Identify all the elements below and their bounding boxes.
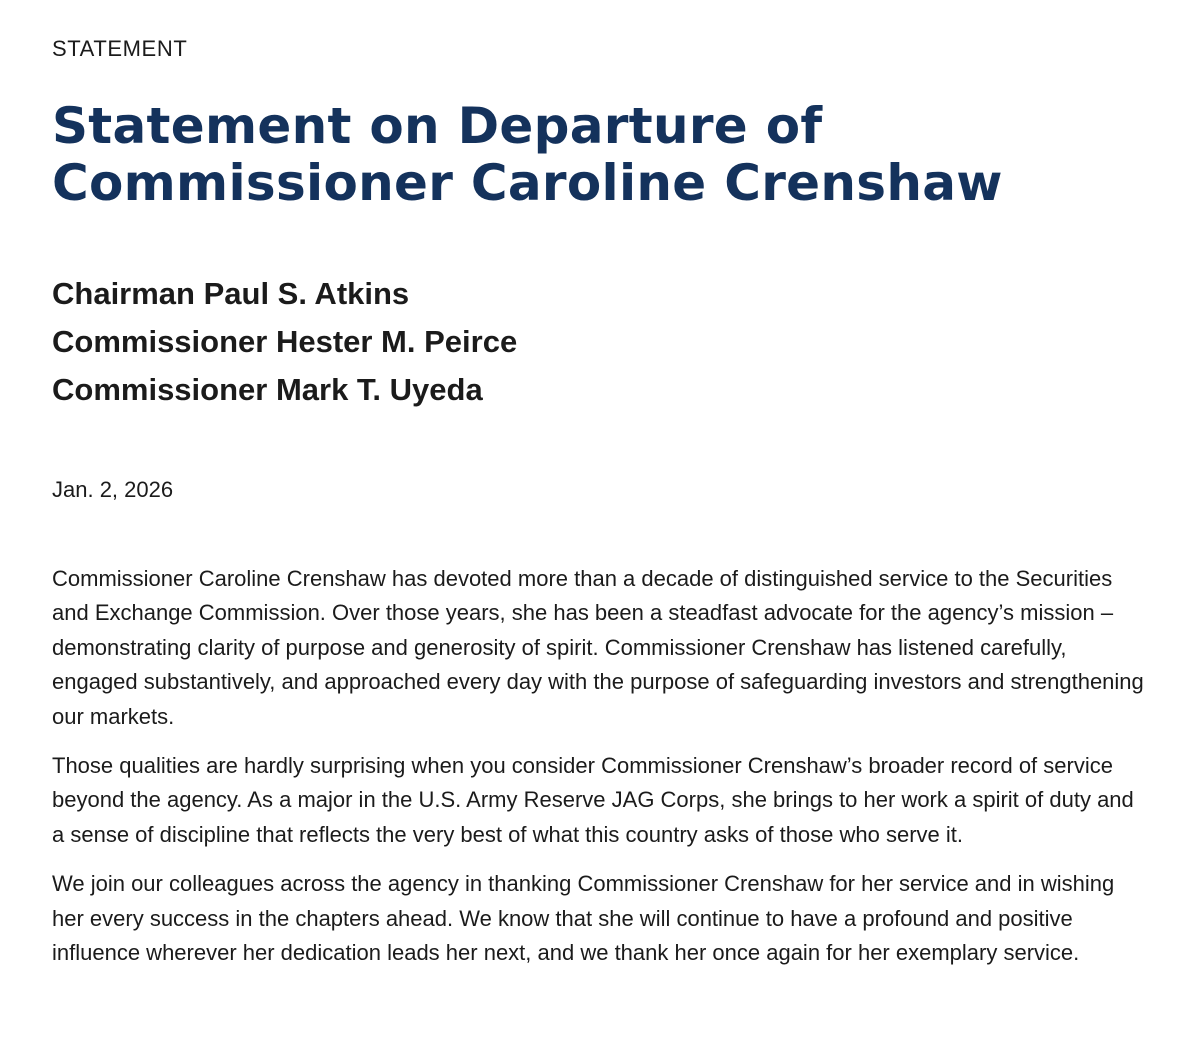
page-title-line-1: Statement on Departure of — [52, 97, 823, 155]
author-list — [52, 270, 1148, 414]
author-chairman-atkins: Chairman Paul S. Atkins — [52, 276, 410, 311]
author-commissioner-peirce: Commissioner Hester M. Peirce — [52, 324, 518, 359]
statement-paragraph-3: We join our colleagues across the agency in thanking Commissioner Crenshaw for her service and in wishing her every success in the chapters ahead. We know that she will continue to have a profound and positive influence wherever her dedication leads her next, and we thank her once again for her exemplary service. — [52, 871, 1115, 966]
statement-body — [52, 562, 1148, 970]
author-commissioner-uyeda: Commissioner Mark T. Uyeda — [52, 372, 483, 407]
page-title-line-2: Commissioner Caroline Crenshaw — [52, 154, 1003, 212]
statement-paragraph-2: Those qualities are hardly surprising when you consider Commissioner Crenshaw’s broader record of service beyond the agency. As a major in the U.S. Army Reserve JAG Corps, she brings to her work a spirit of duty and a sense of discipline that reflects the very best of what this country asks of those who serve it. — [52, 753, 1134, 847]
statement-kicker: STATEMENT — [52, 36, 188, 61]
page-title — [52, 98, 1148, 212]
statement-date: Jan. 2, 2026 — [52, 477, 174, 502]
statement-paragraph-1: Commissioner Caroline Crenshaw has devoted more than a decade of distinguished service to the Securities and Exchange Commission. Over those years, she has been a steadfast advocate for the agency’s mission – demonstrating clarity of purpose and generosity of spirit. Commissioner Crenshaw has listened carefully, engaged substantively, and approached every day with the purpose of safeguarding investors and strengthening our markets. — [52, 566, 1144, 729]
